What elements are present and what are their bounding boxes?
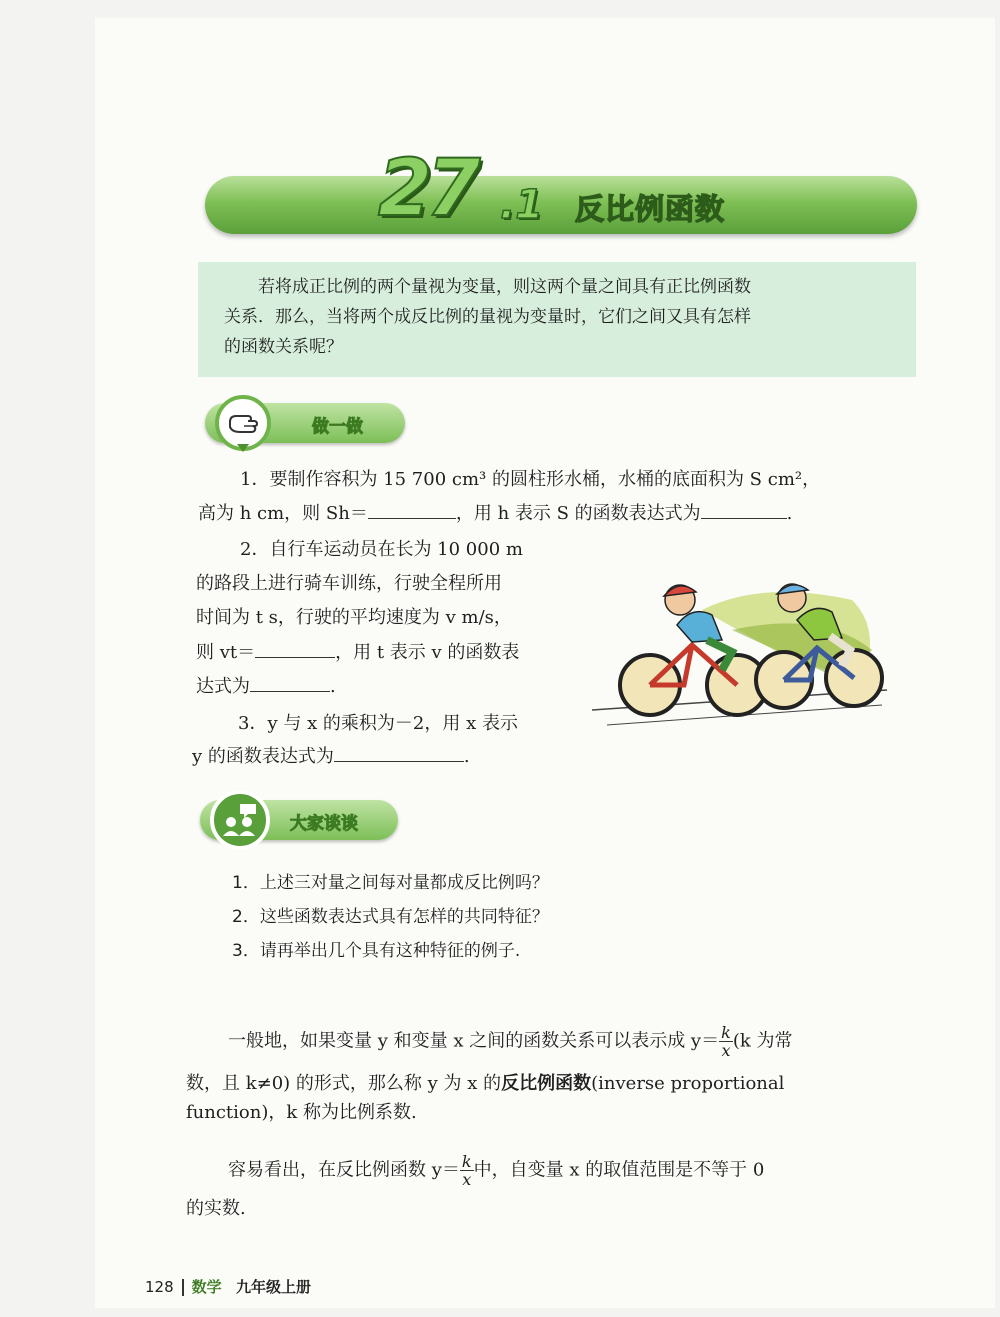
question-3-line-1: 3．y 与 x 的乘积为－2，用 x 表示 [238,713,518,734]
question-2-text-a: 则 vt＝ [196,642,256,663]
discussion-item-1: 1．上述三对量之间每对量都成反比例吗？ [232,873,549,893]
intro-box [198,262,916,377]
section-title-bar [205,176,917,234]
range-line-1 [228,1153,764,1188]
question-1-text-c: . [786,503,793,524]
range-text-a: 容易看出，在反比例函数 y＝ [228,1159,460,1181]
answer-blank[interactable] [334,743,464,762]
question-2-text-d: . [330,676,336,697]
question-2-text-c: 达式为 [196,676,250,697]
fraction-numerator: k [461,1152,472,1171]
definition-line-1 [228,1024,792,1059]
question-1-line-1: 1．要制作容积为 15 700 cm³ 的圆柱形水桶，水桶的底面积为 S cm²， [240,469,821,490]
range-text-b: 中，自变量 x 的取值范围是不等于 0 [473,1159,765,1181]
definition-text-c: 数，且 k≠0) 的形式，那么称 y 为 x 的 [186,1073,502,1094]
page-footer [145,1276,311,1297]
definition-line-3: function)，k 称为比例系数. [186,1102,417,1123]
discussion-item-3: 3．请再举出几个具有这种特征的例子. [232,941,521,961]
question-2-line-4 [196,639,519,666]
people-talking-icon [210,790,270,850]
question-2-line-2: 的路段上进行骑车训练，行驶全程所用 [196,573,502,594]
section-title: 反比例函数 [575,192,726,226]
intro-line: 的函数关系呢？ [224,337,343,357]
term-inverse-proportional-function: 反比例函数 [501,1073,592,1094]
answer-blank[interactable] [255,639,335,658]
grade-name: 九年级上册 [235,1278,311,1296]
discussion-item-2: 2．这些函数表达式具有怎样的共同特征？ [232,907,549,927]
definition-text-a: 一般地，如果变量 y 和变量 x 之间的函数关系可以表示成 y＝ [228,1030,720,1052]
hand-icon [215,395,271,451]
question-2-text-b: ，用 t 表示 v 的函数表 [335,642,520,663]
question-2-line-5 [196,673,336,700]
subject-name: 数学 [191,1278,222,1296]
intro-line: 若将成正比例的两个量视为变量，则这两个量之间具有正比例函数 [258,277,751,297]
question-2-line-3: 时间为 t s，行驶的平均速度为 v m/s， [196,607,512,628]
fraction-numerator: k [721,1023,731,1042]
fraction-denominator: x [721,1041,731,1060]
page-number: 128 [145,1278,174,1296]
discussion-label: 大家谈谈 [290,814,358,834]
answer-blank[interactable] [368,500,456,519]
answer-blank[interactable] [250,673,330,692]
intro-line: 关系．那么，当将两个成反比例的量视为变量时，它们之间又具有怎样 [224,307,751,327]
activity-label: 做一做 [312,417,363,437]
answer-blank[interactable] [701,500,787,519]
definition-text-b: (k 为常 [732,1030,793,1052]
definition-line-2 [186,1071,784,1097]
question-1-text-b: ，用 h 表示 S 的函数表达式为 [455,503,701,524]
definition-text-d: (inverse proportional [591,1073,785,1094]
fraction-k-over-x [460,1153,474,1188]
footer-divider [182,1279,184,1296]
question-3-line-2 [192,743,470,770]
range-line-2: 的实数. [186,1198,246,1219]
question-3-text-b: . [463,746,470,767]
question-2-line-1: 2．自行车运动员在长为 10 000 m [240,539,523,560]
badge-pointer-icon [237,444,249,452]
question-1-line-2 [198,500,792,527]
section-subnumber: .1 [500,182,544,228]
fraction-k-over-x [719,1024,733,1059]
section-number: 27 [378,144,475,234]
cyclists-illustration [592,570,892,740]
fraction-denominator: x [462,1170,472,1189]
question-1-text-a: 高为 h cm，则 Sh＝ [198,503,368,524]
question-3-text-a: y 的函数表达式为 [192,746,334,767]
